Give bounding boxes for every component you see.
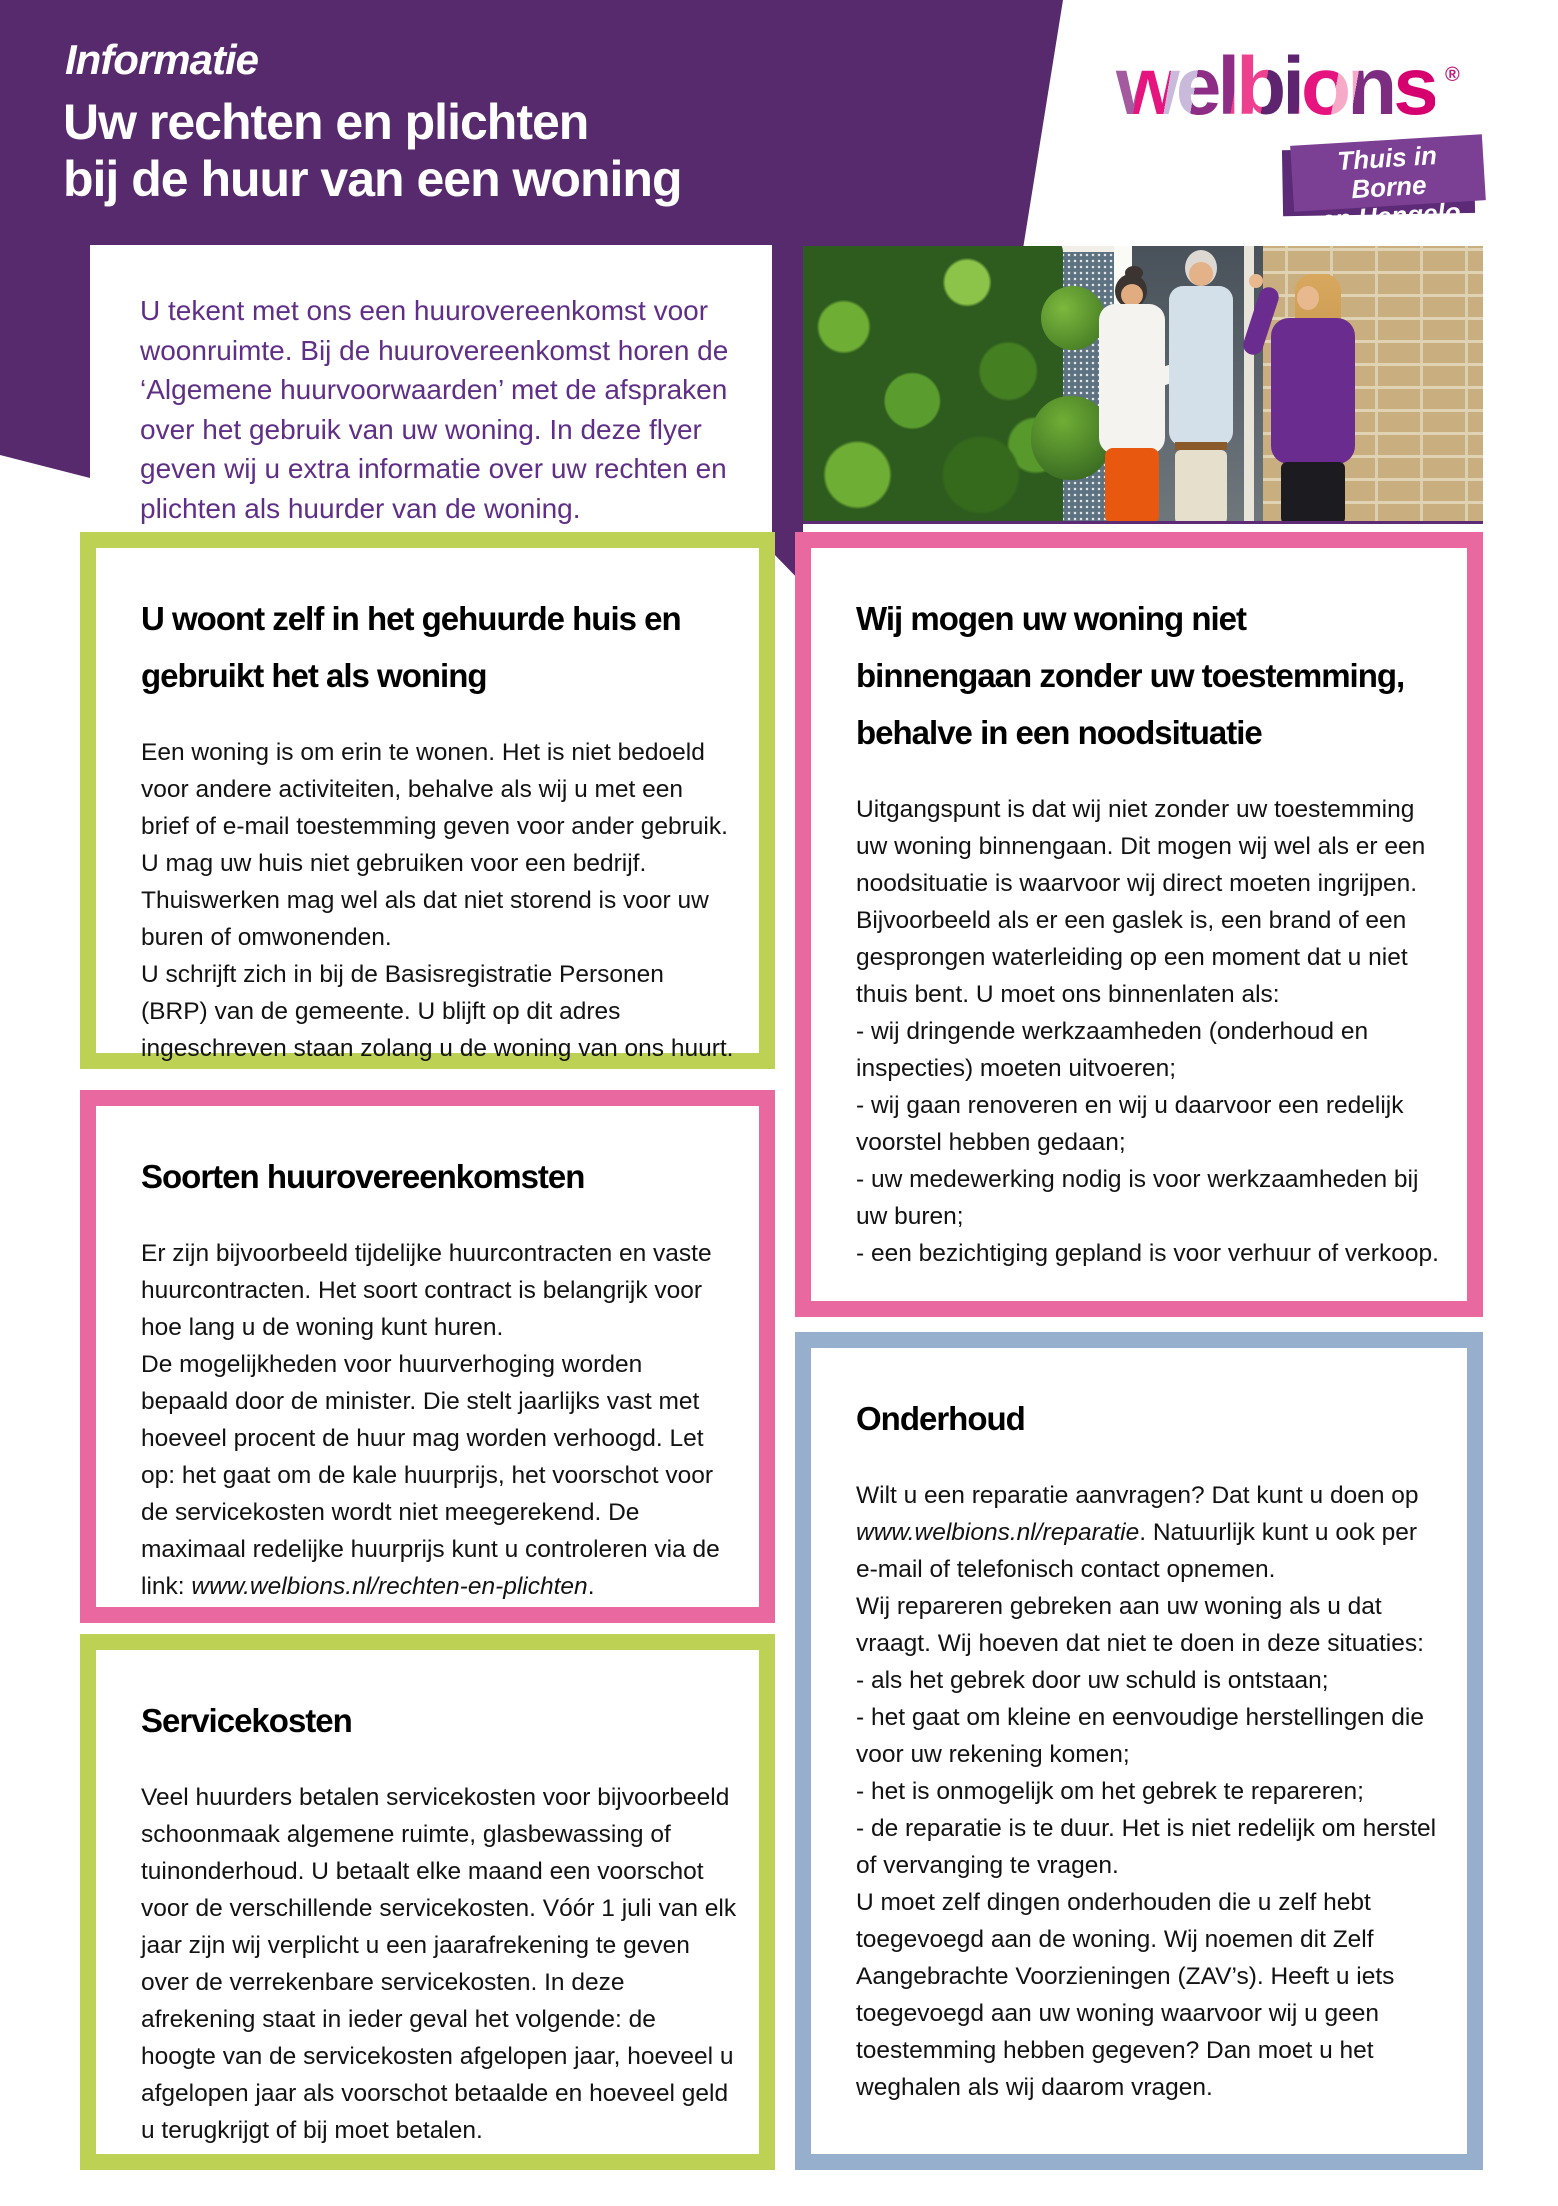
text-segment: . <box>587 1573 595 1600</box>
box-body-line: afrekening staat in ieder geval het volgende: de <box>141 2006 656 2033</box>
intro-line: over het gebruik van uw woning. In deze flyer <box>140 413 702 445</box>
box-body-line: hoogte van de servicekosten afgelopen jaar, hoeveel u <box>141 2043 734 2070</box>
page-title-line-2: bij de huur van een woning <box>63 151 682 207</box>
box-body-line: toegevoegd aan uw woning waarvoor wij u geen <box>856 2000 1380 2027</box>
box-body-line: gesprongen waterleiding op een moment dat u niet <box>856 944 1408 971</box>
info-box-soorten <box>80 1090 775 1623</box>
resident-woman-orange-pants <box>1105 448 1159 524</box>
box-heading-line: Onderhoud <box>856 1400 1025 1437</box>
box-body-line: buren of omwonenden. <box>141 924 392 951</box>
box-body-line: voorstel hebben gedaan; <box>856 1129 1126 1156</box>
box-body-line: Bijvoorbeeld als er een gaslek is, een brand of een <box>856 907 1407 934</box>
welbions-logo <box>1108 40 1488 236</box>
box-body-line: Er zijn bijvoorbeeld tijdelijke huurcontracten en vaste <box>141 1240 712 1267</box>
box-heading-line: binnengaan zonder uw toestemming, <box>856 657 1405 694</box>
info-box-binnengaan <box>795 532 1483 1317</box>
box-body-line: thuis bent. U moet ons binnenlaten als: <box>856 981 1280 1008</box>
box-body-line: Wij repareren gebreken aan uw woning als u dat <box>856 1593 1382 1620</box>
employee-black-pants <box>1281 462 1345 524</box>
logo-wordmark: welbions <box>1116 41 1435 132</box>
employee-face <box>1297 286 1319 310</box>
box-body-line: - uw medewerking nodig is voor werkzaamheden bij <box>856 1166 1419 1193</box>
box-body-line: e-mail of telefonisch contact opnemen. <box>856 1556 1276 1583</box>
box-heading <box>856 590 1437 761</box>
box-body-line: of vervanging te vragen. <box>856 1852 1119 1879</box>
intro-line: woonruimte. Bij de huurovereenkomst horen de <box>140 334 729 366</box>
text-segment: link: <box>141 1573 192 1600</box>
box-body <box>856 1477 1437 2106</box>
registered-trademark-icon: ® <box>1445 64 1460 86</box>
box-body-line: (BRP) van de gemeente. U blijft op dit adres <box>141 998 621 1025</box>
photo-bottom-rule <box>803 521 1483 524</box>
photo <box>803 246 1483 524</box>
url-text[interactable]: www.welbions.nl/reparatie <box>856 1519 1140 1546</box>
box-body-line: inspecties) moeten uitvoeren; <box>856 1055 1177 1082</box>
badge-line-2: en Hengelo <box>1319 196 1462 236</box>
box-heading <box>141 1148 729 1205</box>
box-body-line: de servicekosten wordt niet meegerekend. De <box>141 1499 640 1526</box>
intro-line: U tekent met ons een huurovereenkomst voor <box>140 295 709 326</box>
employee-hand-with-keys <box>1249 274 1263 288</box>
box-body <box>141 1779 737 2149</box>
box-body-line: U schrijft zich in bij de Basisregistratie Personen <box>141 961 664 988</box>
box-body <box>141 1235 729 1605</box>
box-body-line: tuinonderhoud. U betaalt elke maand een voorschot <box>141 1858 704 1885</box>
resident-man-shirt <box>1169 286 1233 446</box>
resident-woman-hair-bun <box>1125 266 1143 280</box>
box-body-line: voor uw rekening komen; <box>856 1741 1130 1768</box>
page-title-line-1: Uw rechten en plichten <box>63 94 589 150</box>
green-bush <box>803 246 1063 524</box>
employee-purple-jacket <box>1271 318 1355 464</box>
box-body-line: toestemming hebben gegeven? Dan moet u het <box>856 2037 1374 2064</box>
info-box-servicekosten <box>80 1634 775 2170</box>
box-body-line: weghalen als wij daarom vragen. <box>856 2074 1213 2101</box>
box-body-line: - het gaat om kleine en eenvoudige herstellingen die <box>856 1704 1424 1731</box>
box-heading-line: gebruikt het als woning <box>141 657 487 694</box>
box-body-line: Aangebrachte Voorzieningen (ZAV’s). Heeft u iets <box>856 1963 1395 1990</box>
box-heading-line: Servicekosten <box>141 1702 352 1739</box>
box-body-line: - een bezichtiging gepland is voor verhuur of verkoop. <box>856 1240 1439 1267</box>
box-heading-line: U woont zelf in het gehuurde huis en <box>141 600 681 637</box>
box-heading-line: Soorten huurovereenkomsten <box>141 1158 585 1195</box>
box-body-line: bepaald door de minister. Die stelt jaarlijks vast met <box>141 1388 700 1415</box>
intro-line: geven wij u extra informatie over uw rechten en <box>140 453 727 484</box>
badge-line-1: Thuis in Borne <box>1336 140 1438 205</box>
box-body-line: - het is onmogelijk om het gebrek te repareren; <box>856 1778 1364 1805</box>
box-body-line: - de reparatie is te duur. Het is niet redelijk om herstel <box>856 1815 1437 1842</box>
box-body-line: afgelopen jaar als voorschot betaalde en hoeveel geld <box>141 2080 729 2107</box>
box-body-line: maximaal redelijke huurprijs kunt u controleren via de <box>141 1536 720 1563</box>
box-body-line: uw buren; <box>856 1203 964 1230</box>
box-body-line: vraagt. Wij hoeven dat niet te doen in deze situaties: <box>856 1630 1424 1657</box>
box-body-line: ingeschreven staan zolang u de woning van ons huurt. <box>141 1035 734 1062</box>
intro-line: ‘Algemene huurvoorwaarden’ met de afspraken <box>140 374 728 405</box>
box-body <box>141 734 734 1067</box>
box-body-line: voor andere activiteiten, behalve als wij u met een <box>141 776 684 803</box>
logo-tagline-badge <box>1290 134 1486 236</box>
box-body-line: Veel huurders betalen servicekosten voor bijvoorbeeld <box>141 1784 730 1811</box>
page-title <box>63 94 681 208</box>
box-body-line: U moet zelf dingen onderhouden die u zelf hebt <box>856 1889 1371 1916</box>
box-body <box>856 791 1437 1272</box>
box-body-line: Uitgangspunt is dat wij niet zonder uw toestemming <box>856 796 1415 823</box>
info-box-woont-zelf <box>80 532 775 1069</box>
bush-foliage <box>1041 286 1105 350</box>
box-body-line: u terugkrijgt of bij moet betalen. <box>141 2117 483 2144</box>
intro-line: plichten als huurder van de woning. <box>140 492 581 524</box>
box-body-line: brief of e-mail toestemming geven voor ander gebruik. <box>141 813 728 840</box>
box-heading <box>141 590 729 704</box>
box-body-line: Thuiswerken mag wel als dat niet storend is voor uw <box>141 887 709 914</box>
box-body-line: - wij gaan renoveren en wij u daarvoor een redelijk <box>856 1092 1404 1119</box>
box-body-line: schoonmaak algemene ruimte, glasbewassing of <box>141 1821 671 1848</box>
box-body-line <box>141 1568 729 1605</box>
box-body-line: voor de verschillende servicekosten. Vóór 1 juli van elk <box>141 1895 737 1922</box>
box-body-line: De mogelijkheden voor huurverhoging worden <box>141 1351 643 1378</box>
box-body-line: uw woning binnengaan. Dit mogen wij wel als er een <box>856 833 1426 860</box>
box-body-line: hoe lang u de woning kunt huren. <box>141 1314 504 1341</box>
box-body-line: - als het gebrek door uw schuld is ontstaan; <box>856 1667 1329 1694</box>
box-heading-line: Wij mogen uw woning niet <box>856 600 1246 637</box>
kicker: Informatie <box>65 36 259 83</box>
text-segment: . Natuurlijk kunt u ook per <box>1139 1519 1418 1546</box>
url-text[interactable]: www.welbions.nl/rechten-en-plichten <box>191 1573 588 1600</box>
box-heading <box>856 1390 1437 1447</box>
resident-man-face <box>1189 262 1213 286</box>
resident-man-pants <box>1175 450 1227 524</box>
resident-woman-face <box>1121 284 1143 306</box>
box-body-line: - wij dringende werkzaamheden (onderhoud en <box>856 1018 1369 1045</box>
intro-text-box <box>90 245 772 530</box>
badge-text <box>1290 134 1486 236</box>
box-body-line: jaar zijn wij verplicht u een jaarafrekening te geven <box>141 1932 690 1959</box>
box-body-line: over de verrekenbare servicekosten. In deze <box>141 1969 625 1996</box>
box-body-line <box>856 1514 1437 1551</box>
box-body-line: huurcontracten. Het soort contract is belangrijk voor <box>141 1277 703 1304</box>
box-body-line: toegevoegd aan de woning. Wij noemen dit Zelf <box>856 1926 1374 1953</box>
box-body-line: op: het gaat om de kale huurprijs, het voorschot voor <box>141 1462 713 1489</box>
box-heading <box>141 1692 729 1749</box>
box-body-line: hoeveel procent de huur mag worden verhoogd. Let <box>141 1425 704 1452</box>
resident-man-belt <box>1175 442 1227 450</box>
open-door-edge <box>1244 246 1254 524</box>
box-body-line: Een woning is om erin te wonen. Het is niet bedoeld <box>141 739 705 766</box>
box-body-line: U mag uw huis niet gebruiken voor een bedrijf. <box>141 850 647 877</box>
box-body-line: noodsituatie is waarvoor wij direct moeten ingrijpen. <box>856 870 1418 897</box>
info-box-onderhoud <box>795 1332 1483 2170</box>
box-heading-line: behalve in een noodsituatie <box>856 714 1262 751</box>
box-body-line: Wilt u een reparatie aanvragen? Dat kunt u doen op <box>856 1482 1419 1509</box>
